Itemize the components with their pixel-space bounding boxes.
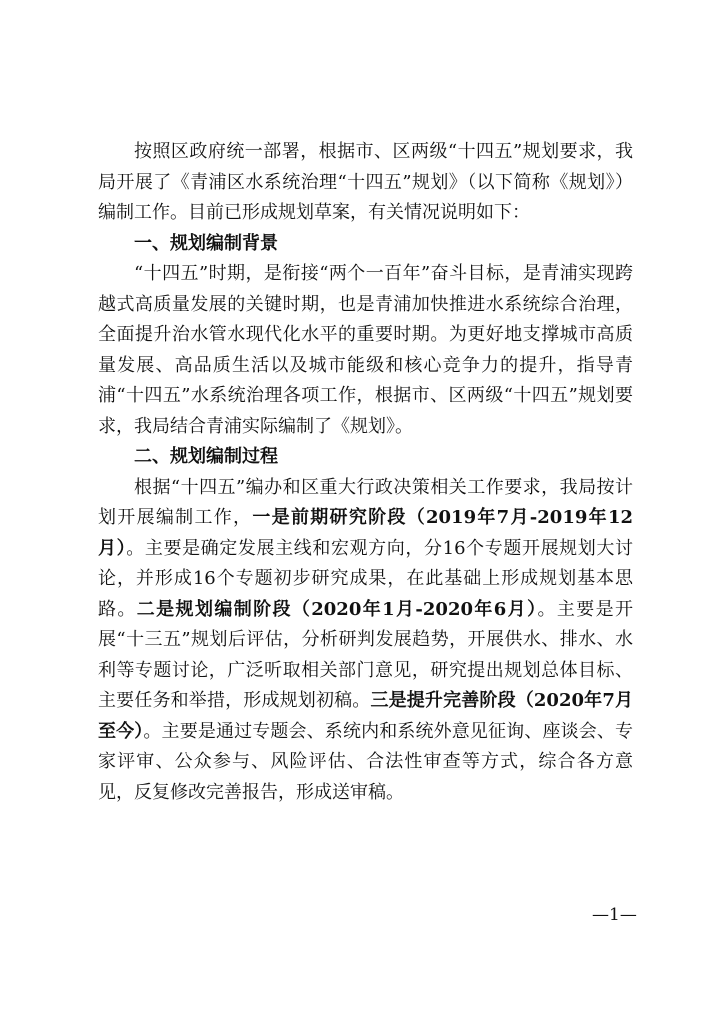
stage1-text: 。主要是确定发展主线和宏观方向，分16个专题开展规划大讨论，并形成16个专题初步研究成果，在此基础上形成规划基本思路。 <box>98 537 634 620</box>
intro-paragraph: 按照区政府统一部署，根据市、区两级“十四五”规划要求，我局开展了《青浦区水系统治理“十四五”规划》（以下简称《规划》）编制工作。目前已形成规划草案，有关情况说明如下： <box>98 141 633 223</box>
stage3-label: 三是提升完善阶段（2020年7月至今） <box>98 690 634 742</box>
stage2-text: 。主要是开展“十三五”规划后评估，分析研判发展趋势，开展供水、排水、水利等专题讨论，广泛听取相关部门意见，研究提出规划总体目标、主要任务和举措，形成规划初稿。 <box>98 598 634 711</box>
stage2-label: 二是规划编制阶段（2020年1月-2020年6月） <box>136 598 538 620</box>
section-heading-background: 一、规划编制背景 <box>134 232 278 254</box>
stage3-text: 。主要是通过专题会、系统内和系统外意见征询、座谈会、专家评审、公众参与、风险评估、合法性审查等方式，综合各方意见，反复修改完善报告，形成送审稿。 <box>98 720 634 803</box>
page-number: —1— <box>592 905 637 925</box>
process-text-intro: 根据“十四五”编办和区重大行政决策相关工作要求，我局按计划开展编制工作， <box>98 476 633 528</box>
background-paragraph: “十四五”时期，是衔接“两个一百年”奋斗目标，是青浦实现跨越式高质量发展的关键时期，也是青浦加快推进水系统综合治理，全面提升治水管水现代化水平的重要时期。为更好地支撑城市高质量发展、高品质生活以及城市能级和核心竞争力的提升，指导青浦“十四五”水系统治理各项工作，根据市、区两级“十四五”规划要求，我局结合青浦实际编制了《规划》。 <box>98 263 633 437</box>
stage1-label: 一是前期研究阶段（2019年7月-2019年12月） <box>98 507 633 559</box>
document-body <box>98 137 633 808</box>
section-heading-process: 二、规划编制过程 <box>134 446 278 467</box>
process-paragraph <box>98 473 633 809</box>
